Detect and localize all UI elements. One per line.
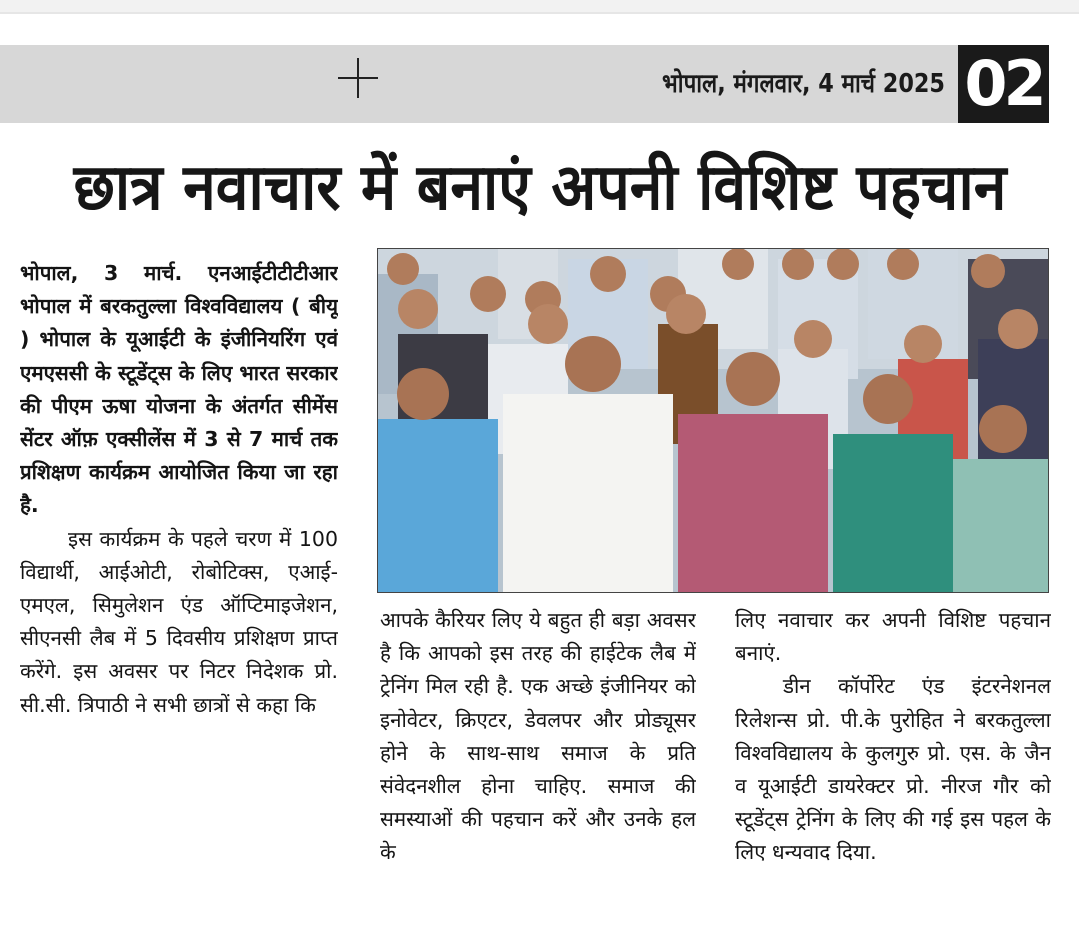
article-column-3 <box>735 604 1051 930</box>
article-paragraph-3: लिए नवाचार कर अपनी विशिष्ट पहचान बनाएं. <box>735 608 1051 666</box>
group-photo <box>377 248 1049 593</box>
article-paragraph-2: आपके कैरियर लिए ये बहुत ही बड़ा अवसर है कि आपको इस तरह की हाईटेक लैब में ट्रेनिंग मिल रही है. एक अच्छे इंजीनियर को इनोवेटर, क्रिएटर, डेवलपर और प्रोड्यूसर होने के साथ-साथ समाज के प्रति संवेदनशील होना चाहिए. समाज की समस्याओं की पहचान करें और उनके हल के <box>380 608 696 865</box>
article-lead: भोपाल, 3 मार्च. एनआईटीटीटीआर भोपाल में बरकतुल्ला विश्वविद्यालय ( बीयू ) भोपाल के यूआईटी के इंजीनियरिंग एवं एमएससी के स्टूडेंट्स के लिए भारत सरकार की पीएम ऊषा योजना के अंतर्गत सीमेंस सेंटर ऑफ़ एक्सीलेंस में 3 से 7 मार्च तक प्रशिक्षण कार्यक्रम आयोजित किया जा रहा है. <box>20 261 338 518</box>
article-column-1 <box>20 257 338 929</box>
article-paragraph-1: इस कार्यक्रम के पहले चरण में 100 विद्यार्थी, आईओटी, रोबोटिक्स, एआई-एमएल, सिमुलेशन एंड ऑप्टिमाइजेशन, सीएनसी लैब में 5 दिवसीय प्रशिक्षण प्राप्त करेंगे. इस अवसर पर निटर निदेशक प्रो. सी.सी. त्रिपाठी ने सभी छात्रों से कहा कि <box>20 526 338 717</box>
article-paragraph-4: डीन कॉर्पोरेट एंड इंटरनेशनल रिलेशन्स प्रो. पी.के पुरोहित ने बरकतुल्ला विश्वविद्यालय के कुलगुरु प्रो. एस. के जैन व यूआईटी डायरेक्टर प्रो. नीरज गौर को स्टूडेंट्स ट्रेनिंग के लिए की गई इस पहल के लिए धन्यवाद दिया. <box>735 674 1051 865</box>
group-photo-illustration <box>378 249 1049 593</box>
crosshair-plus-icon <box>338 58 378 98</box>
article-headline: छात्र नवाचार में बनाएं अपनी विशिष्ट पहचान <box>73 151 1007 225</box>
page-number: 02 <box>958 45 1049 123</box>
dateline: भोपाल, मंगलवार, 4 मार्च 2025 <box>662 69 945 99</box>
page-top-margin <box>0 0 1079 12</box>
article-column-2 <box>380 604 696 930</box>
page-top-rule <box>0 12 1079 14</box>
